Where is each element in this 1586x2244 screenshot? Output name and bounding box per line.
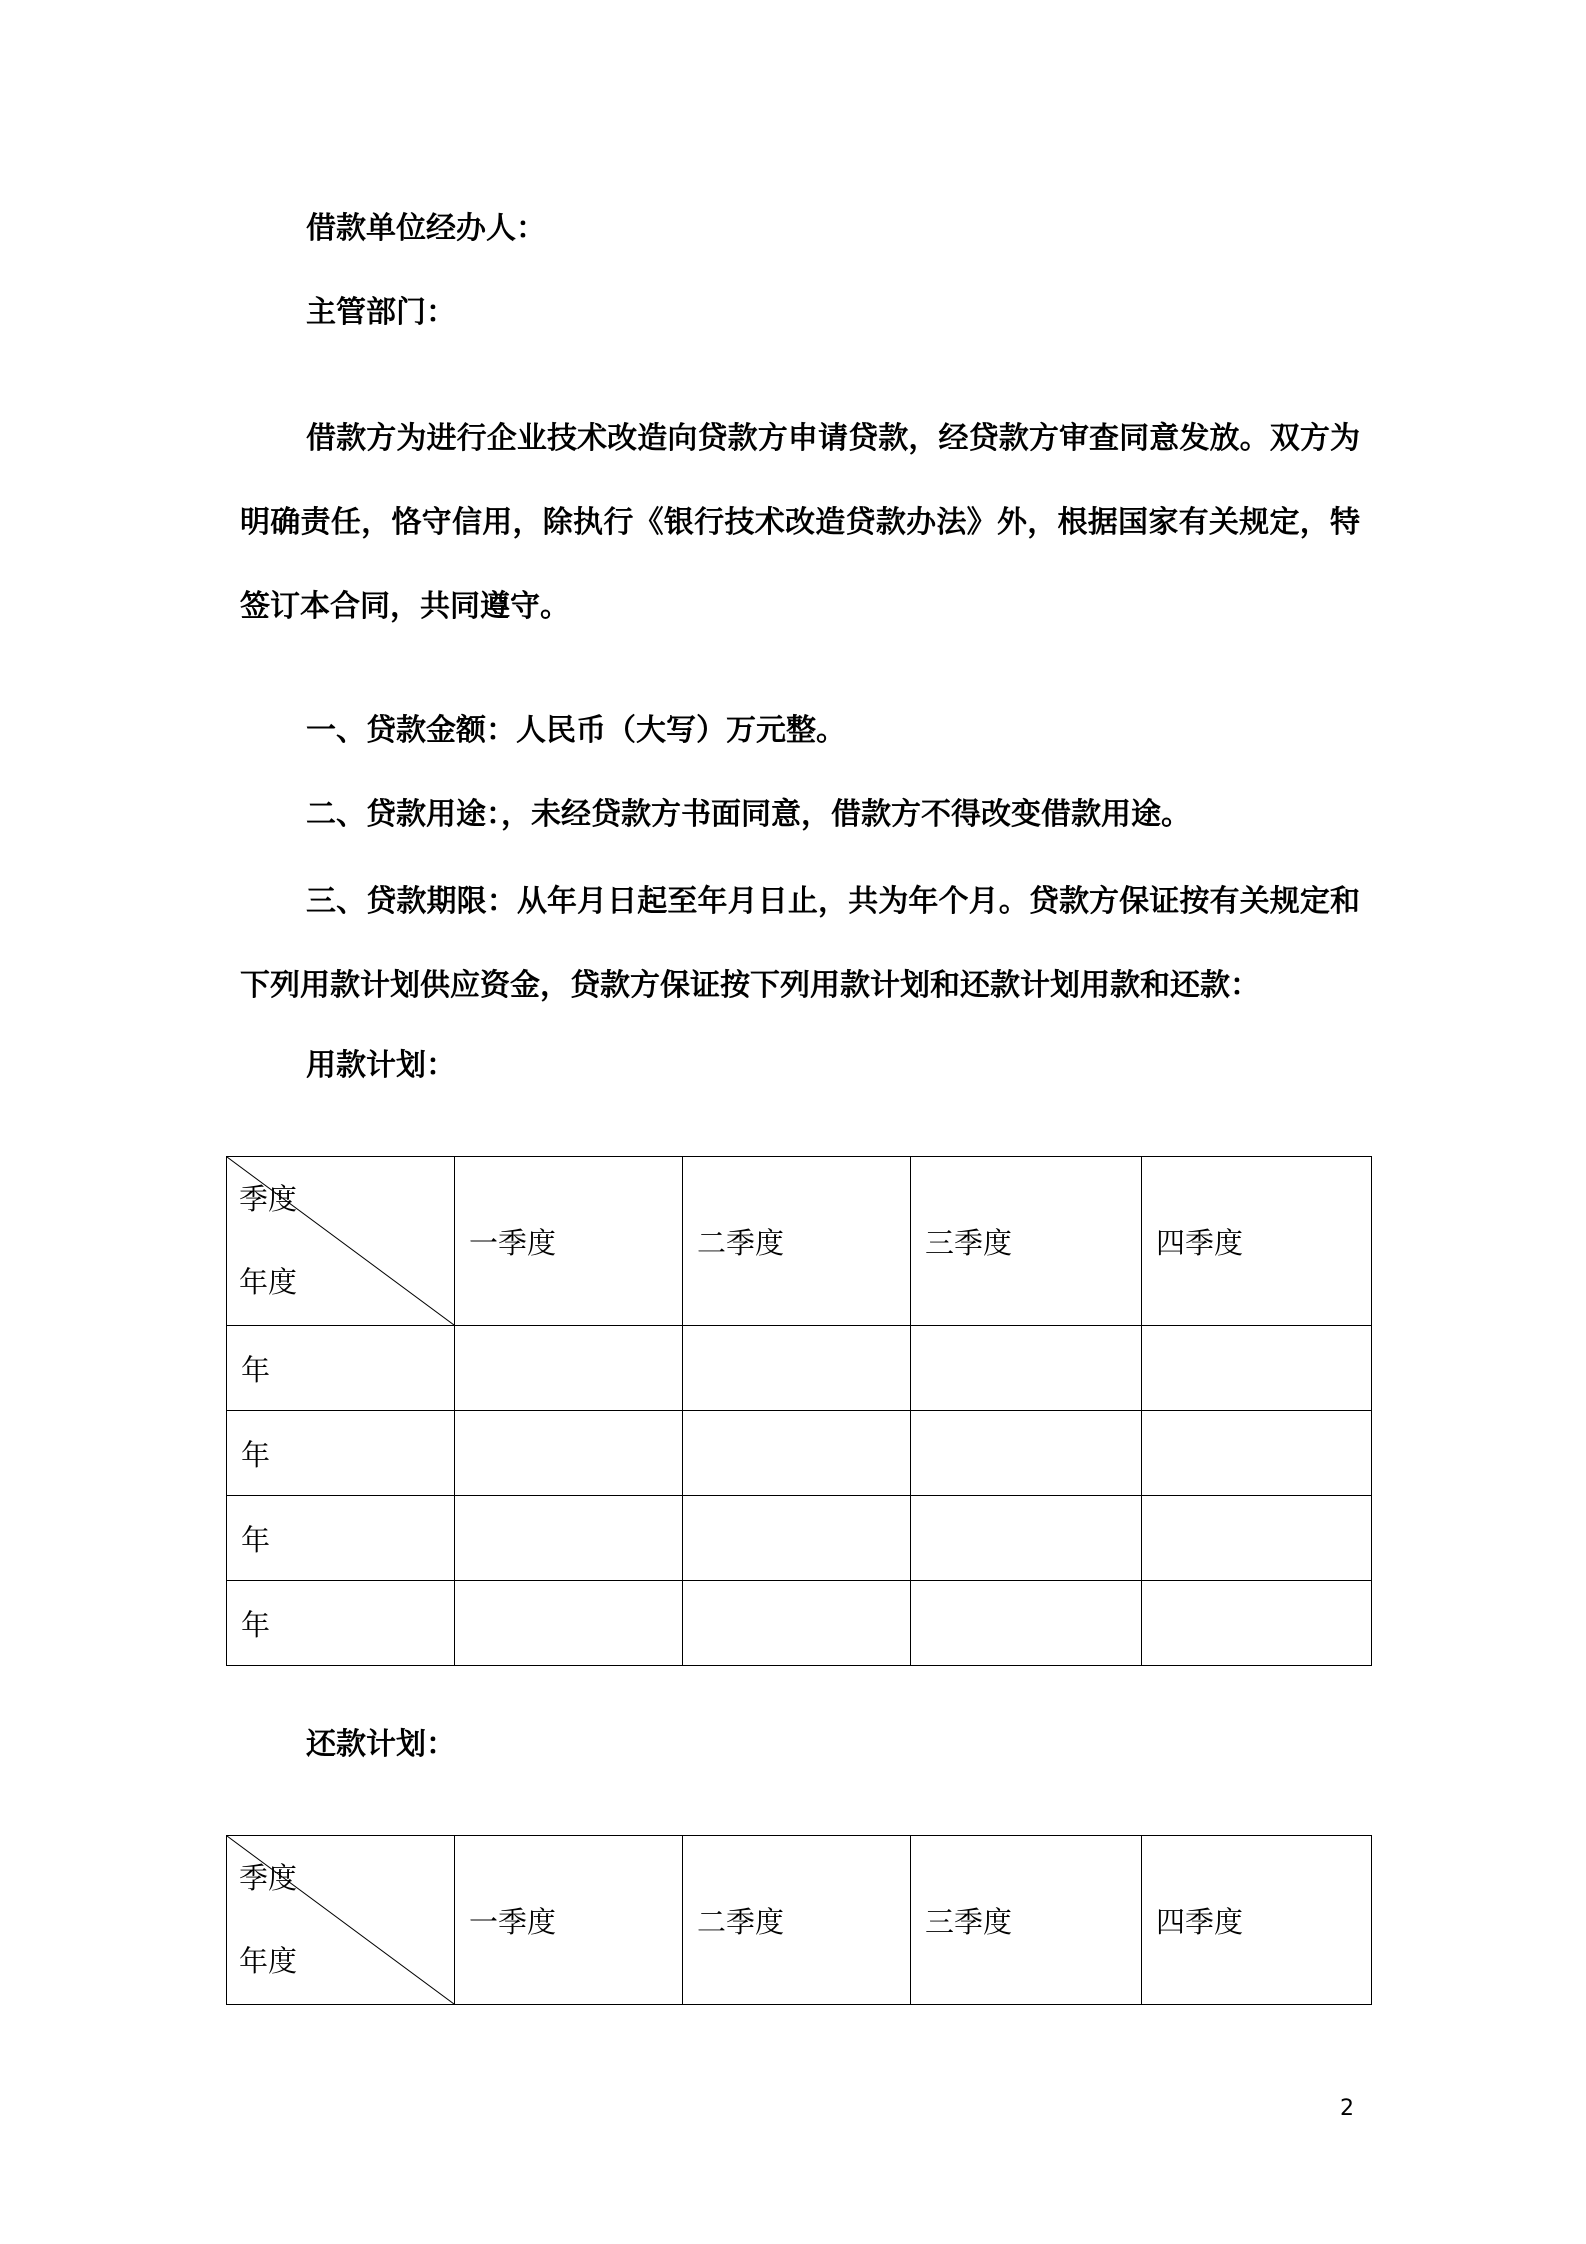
repayment-plan-title: 还款计划： [306, 1727, 456, 1762]
column-header: 二季度 [683, 1836, 911, 2005]
table-cell [1142, 1581, 1372, 1666]
table-cell [911, 1581, 1142, 1666]
intro-paragraph: 借款方为进行企业技术改造向贷款方申请贷款，经贷款方审查同意发放。双方为明确责任，恪守信用，除执行《银行技术改造贷款办法》外，根据国家有关规定，特签订本合同，共同遵守。 [240, 421, 1360, 624]
table-row [227, 1496, 1372, 1581]
table-cell [455, 1326, 683, 1411]
corner-cell [227, 1157, 455, 1326]
table-cell [1142, 1411, 1372, 1496]
row-year-label: 年 [227, 1496, 455, 1581]
table-cell [1142, 1496, 1372, 1581]
table-cell [455, 1411, 683, 1496]
corner-quarter-label: 季度 [239, 1182, 298, 1216]
page-number: 2 [1340, 2096, 1354, 2121]
row-year-label: 年 [227, 1411, 455, 1496]
corner-year-label: 年度 [239, 1944, 298, 1978]
column-header: 四季度 [1142, 1836, 1372, 2005]
department-label: 主管部门： [306, 295, 456, 330]
clause-amount: 一、贷款金额：人民币（大写）万元整。 [306, 713, 846, 748]
row-year-label: 年 [227, 1581, 455, 1666]
table-cell [911, 1326, 1142, 1411]
table-cell [683, 1496, 911, 1581]
clause-purpose: 二、贷款用途：，未经贷款方书面同意，借款方不得改变借款用途。 [306, 797, 1191, 832]
usage-plan-table [226, 1156, 1372, 1666]
table-cell [683, 1326, 911, 1411]
handler-label: 借款单位经办人： [306, 211, 546, 246]
corner-quarter-label: 季度 [239, 1861, 298, 1895]
corner-cell [227, 1836, 455, 2005]
table-row [227, 1581, 1372, 1666]
table-cell [1142, 1326, 1372, 1411]
column-header: 一季度 [455, 1836, 683, 2005]
clause-term: 三、贷款期限：从年月日起至年月日止，共为年个月。贷款方保证按有关规定和下列用款计划供应资金，贷款方保证按下列用款计划和还款计划用款和还款： [240, 884, 1360, 1003]
table-row [227, 1326, 1372, 1411]
corner-year-label: 年度 [239, 1265, 298, 1299]
table-cell [455, 1581, 683, 1666]
column-header: 一季度 [455, 1157, 683, 1326]
row-year-label: 年 [227, 1326, 455, 1411]
column-header: 二季度 [683, 1157, 911, 1326]
column-header: 四季度 [1142, 1157, 1372, 1326]
table-row [227, 1411, 1372, 1496]
table-cell [683, 1581, 911, 1666]
table-cell [455, 1496, 683, 1581]
usage-plan-title: 用款计划： [306, 1048, 456, 1083]
table-header-row [227, 1836, 1372, 2005]
column-header: 三季度 [911, 1836, 1142, 2005]
table-cell [911, 1496, 1142, 1581]
table-cell [911, 1411, 1142, 1496]
table-header-row [227, 1157, 1372, 1326]
column-header: 三季度 [911, 1157, 1142, 1326]
table-cell [683, 1411, 911, 1496]
repayment-plan-table [226, 1835, 1372, 2005]
